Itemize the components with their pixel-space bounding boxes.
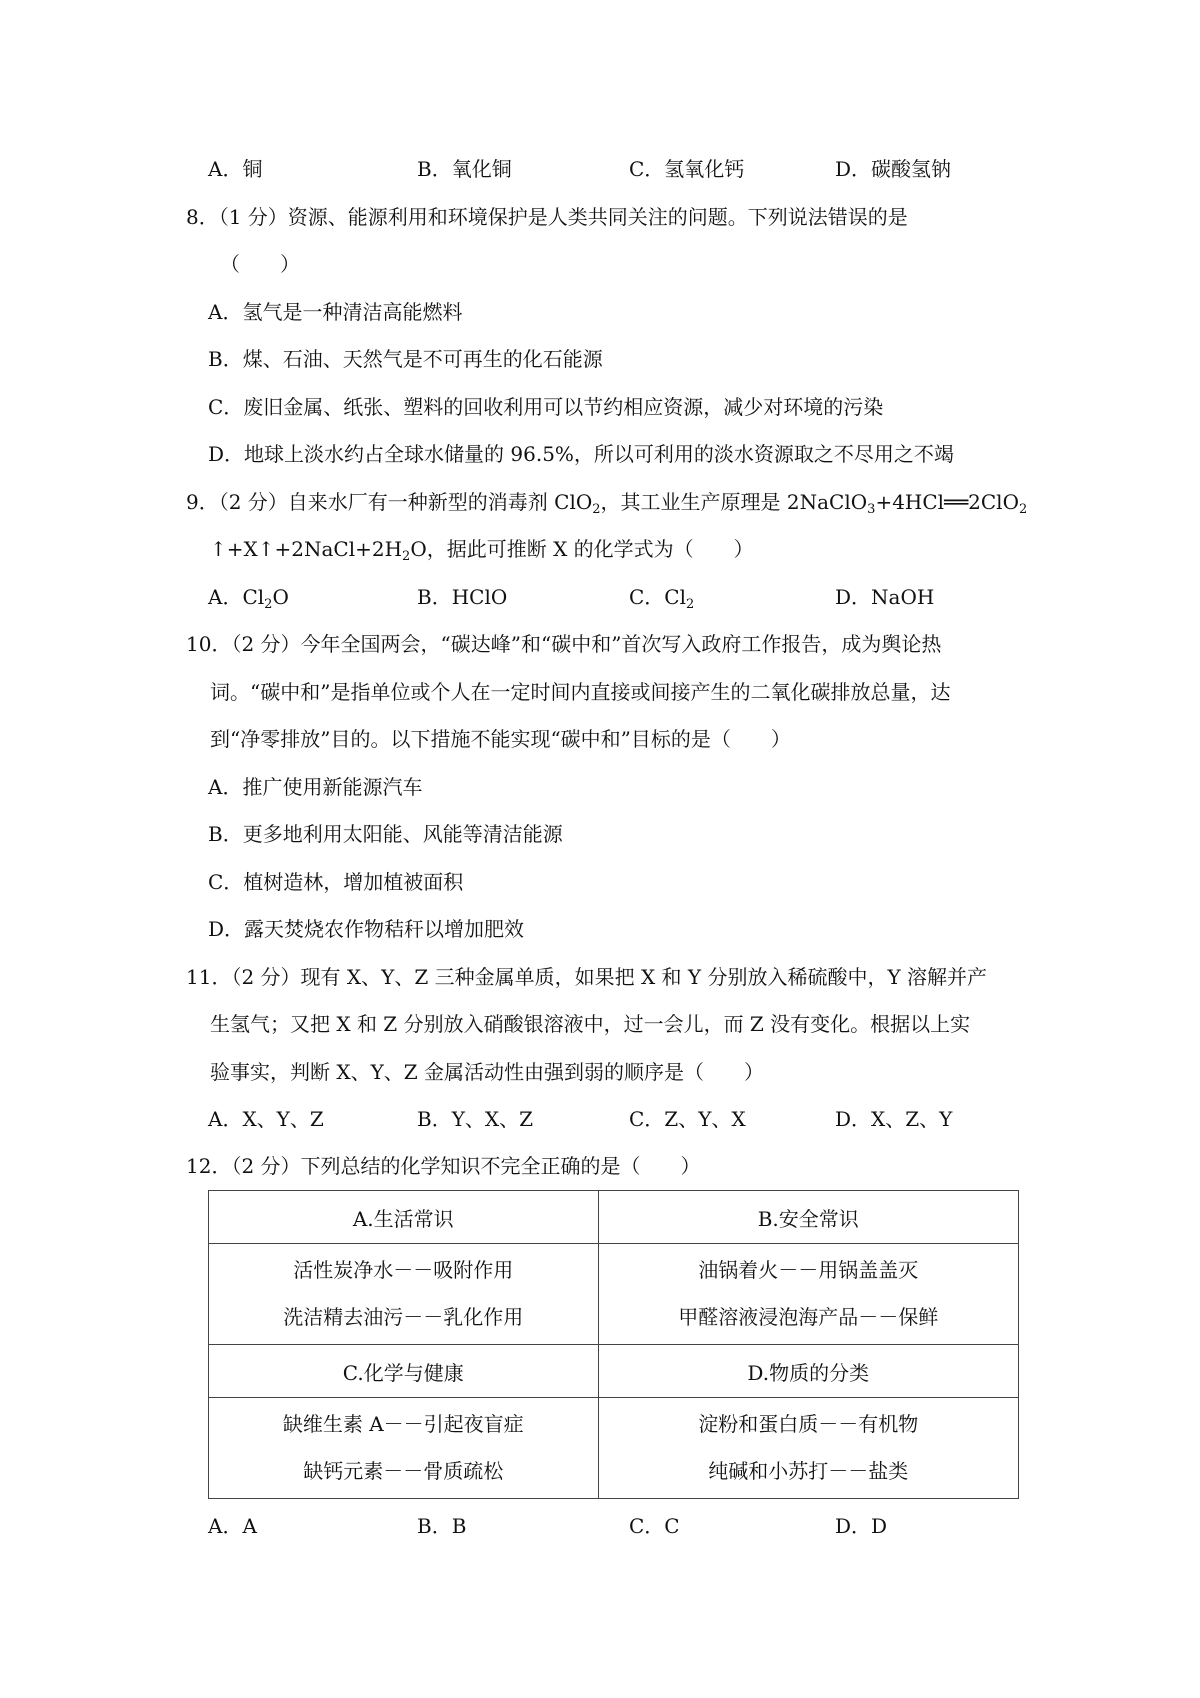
q9-subscript: 2	[592, 502, 601, 517]
table-cell-a-body	[209, 1244, 599, 1345]
q8-stem-line2: （ ）	[220, 252, 300, 276]
q9-subscript: 2	[264, 597, 273, 612]
table-text: 活性炭净水－－吸附作用	[293, 1258, 514, 1282]
q7-option-d: D．碳酸氢钠	[835, 157, 952, 181]
table-text: 缺钙元素－－骨质疏松	[303, 1459, 504, 1483]
q12-option-a: A．A	[208, 1514, 257, 1538]
table-cell-a-head: A.生活常识	[209, 1191, 599, 1244]
table-text: 洗洁精去油污－－乳化作用	[283, 1305, 524, 1329]
q9-text: A．Cl	[208, 585, 265, 609]
q9-text: 9．（2 分）自来水厂有一种新型的消毒剂 ClO	[186, 490, 593, 514]
q11-option-c: C．Z、Y、X	[629, 1107, 746, 1131]
q7-option-b: B．氧化铜	[417, 157, 512, 181]
q10-stem-line2: 词。“碳中和”是指单位或个人在一定时间内直接或间接产生的二氧化碳排放总量，达	[210, 680, 951, 704]
q11-stem-line1: 11．（2 分）现有 X、Y、Z 三种金属单质，如果把 X 和 Y 分别放入稀硫酸中，Y 溶解并产	[186, 965, 988, 989]
q9-subscript: 2	[402, 549, 411, 564]
q8-option-b: B．煤、石油、天然气是不可再生的化石能源	[208, 347, 603, 371]
q12-knowledge-table	[208, 1190, 1019, 1499]
q9-stem-line1	[186, 488, 1027, 516]
q10-option-d: D．露天焚烧农作物秸秆以增加肥效	[208, 917, 525, 941]
q9-subscript: 2	[1018, 502, 1028, 517]
q9-text: +4HCl══2ClO	[875, 490, 1019, 514]
q10-stem-line3: 到“净零排放”目的。以下措施不能实现“碳中和”目标的是（ ）	[210, 727, 791, 751]
q11-stem-line2: 生氢气；又把 X 和 Z 分别放入硝酸银溶液中，过一会儿，而 Z 没有变化。根据以上实	[210, 1012, 971, 1036]
table-cell-c-body	[209, 1398, 599, 1499]
table-cell-d-body	[598, 1398, 1018, 1499]
table-text: 甲醛溶液浸泡海产品－－保鲜	[678, 1305, 939, 1329]
q9-text: C．Cl	[629, 585, 687, 609]
q10-option-a: A．推广使用新能源汽车	[208, 775, 423, 799]
table-text: 油锅着火－－用锅盖盖灭	[698, 1258, 919, 1282]
q11-option-a: A．X、Y、Z	[208, 1107, 324, 1131]
q8-option-d: D．地球上淡水约占全球水储量的 96.5%，所以可利用的淡水资源取之不尽用之不竭	[208, 442, 954, 466]
q12-option-d: D．D	[835, 1514, 888, 1538]
q9-subscript: 3	[867, 502, 876, 517]
table-cell-b-body	[598, 1244, 1018, 1345]
q9-text: O	[272, 585, 289, 609]
q11-stem-line3: 验事实，判断 X、Y、Z 金属活动性由强到弱的顺序是（ ）	[210, 1060, 765, 1084]
table-text: 纯碱和小苏打－－盐类	[708, 1459, 909, 1483]
table-text: 淀粉和蛋白质－－有机物	[698, 1412, 919, 1436]
q9-option-b: B．HClO	[417, 585, 508, 609]
q9-text: O，据此可推断 X 的化学式为（ ）	[410, 537, 754, 561]
q9-text: ↑+X↑+2NaCl+2H	[210, 537, 403, 561]
q12-option-c: C．C	[629, 1514, 680, 1538]
q9-stem-line2	[210, 535, 754, 563]
q11-option-b: B．Y、X、Z	[417, 1107, 534, 1131]
q9-option-d: D．NaOH	[835, 585, 935, 609]
q7-option-a: A．铜	[208, 157, 263, 181]
q8-stem-line1: 8．（1 分）资源、能源利用和环境保护是人类共同关注的问题。下列说法错误的是	[186, 205, 908, 229]
q9-option-a	[208, 583, 289, 611]
q10-stem-line1: 10．（2 分）今年全国两会，“碳达峰”和“碳中和”首次写入政府工作报告，成为舆论热	[186, 632, 942, 656]
table-text: 缺维生素 A－－引起夜盲症	[282, 1412, 524, 1436]
q9-subscript: 2	[686, 597, 695, 612]
q11-option-d: D．X、Z、Y	[835, 1107, 953, 1131]
table-cell-b-head: B.安全常识	[598, 1191, 1018, 1244]
q7-option-c: C．氢氧化钙	[629, 157, 745, 181]
q8-option-a: A．氢气是一种清洁高能燃料	[208, 300, 463, 324]
table-cell-d-head: D.物质的分类	[598, 1345, 1018, 1398]
q12-option-b: B．B	[417, 1514, 467, 1538]
table-cell-c-head: C.化学与健康	[209, 1345, 599, 1398]
q10-option-b: B．更多地利用太阳能、风能等清洁能源	[208, 822, 563, 846]
q9-text: ，其工业生产原理是 2NaClO	[600, 490, 868, 514]
q12-stem-line1: 12．（2 分）下列总结的化学知识不完全正确的是（ ）	[186, 1154, 701, 1178]
q8-option-c: C．废旧金属、纸张、塑料的回收利用可以节约相应资源，减少对环境的污染	[208, 395, 884, 419]
q9-option-c	[629, 583, 694, 611]
q10-option-c: C．植树造林，增加植被面积	[208, 870, 464, 894]
